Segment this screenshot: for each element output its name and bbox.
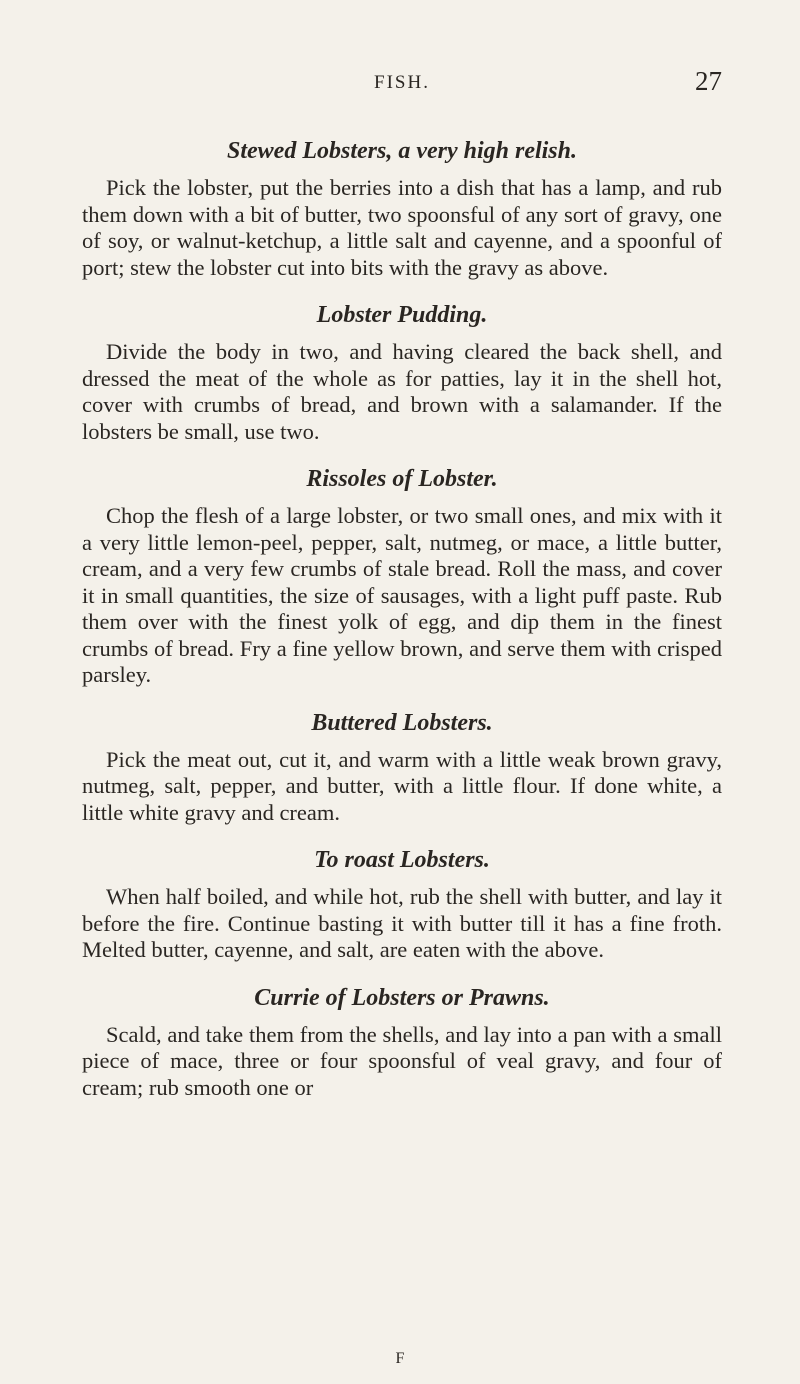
recipe-roast-lobsters bbox=[82, 844, 722, 964]
recipe-title: To roast Lobsters. bbox=[314, 847, 490, 873]
recipe-currie-of-lobsters bbox=[82, 982, 722, 1102]
recipe-buttered-lobsters bbox=[82, 707, 722, 827]
recipe-text: Divide the body in two, and having cleared the back shell, and dressed the meat of the whole as for patties, lay it in the shell hot, cover with crumbs of bread, and brown with a salamander. If the lobsters be small, use two. bbox=[82, 339, 722, 444]
recipe-title: Currie of Lobsters or Prawns. bbox=[254, 984, 550, 1011]
recipe-text: Pick the lobster, put the berries into a dish that has a lamp, and rub them down with a bit of butter, two spoonsful of any sort of gravy, one of soy, or walnut-ketchup, a little salt and cayenne, and a spoonful of port; stew the lobster cut into bits with the gravy as above. bbox=[82, 175, 722, 280]
recipe-title: Lobster Pudding. bbox=[316, 302, 488, 328]
recipe-text: Chop the flesh of a large lobster, or two small ones, and mix with it a very little lemon-peel, pepper, salt, nutmeg, or mace, a little butter, cream, and a very few crumbs of stale bread. Roll the mass, and cover it in small quantities, the size of sausages, with a light puff paste. Rub them over with the finest yolk of egg, and dip them in the finest crumbs of bread. Fry a fine yellow brown, and serve them with crisped parsley. bbox=[82, 503, 722, 687]
recipe-text: Pick the meat out, cut it, and warm with a little weak brown gravy, nutmeg, salt, pepper, and butter, with a little flour. If done white, a little white gravy and cream. bbox=[82, 746, 722, 825]
page-number: 27 bbox=[695, 66, 722, 96]
recipe-title: Buttered Lobsters. bbox=[311, 709, 493, 736]
signature-mark: F bbox=[395, 1350, 405, 1367]
page-body bbox=[82, 135, 722, 1101]
running-head bbox=[82, 66, 722, 100]
recipe-rissoles-of-lobster bbox=[82, 463, 722, 689]
recipe-text: When half boiled, and while hot, rub the shell with butter, and lay it before the fire. Continue basting it with butter till it has a fine froth. Melted butter, cayenne, and salt, are eaten with the above. bbox=[82, 884, 722, 962]
recipe-text: Scald, and take them from the shells, and lay into a pan with a small piece of mace, three or four spoonsful of veal gravy, and four of cream; rub smooth one or bbox=[82, 1021, 722, 1100]
recipe-title: Stewed Lobsters, a very high relish. bbox=[226, 138, 577, 164]
running-title: FISH. bbox=[374, 72, 430, 93]
recipe-title: Rissoles of Lobster. bbox=[306, 466, 498, 492]
recipe-lobster-pudding bbox=[82, 299, 722, 445]
recipe-stewed-lobsters bbox=[82, 135, 722, 281]
